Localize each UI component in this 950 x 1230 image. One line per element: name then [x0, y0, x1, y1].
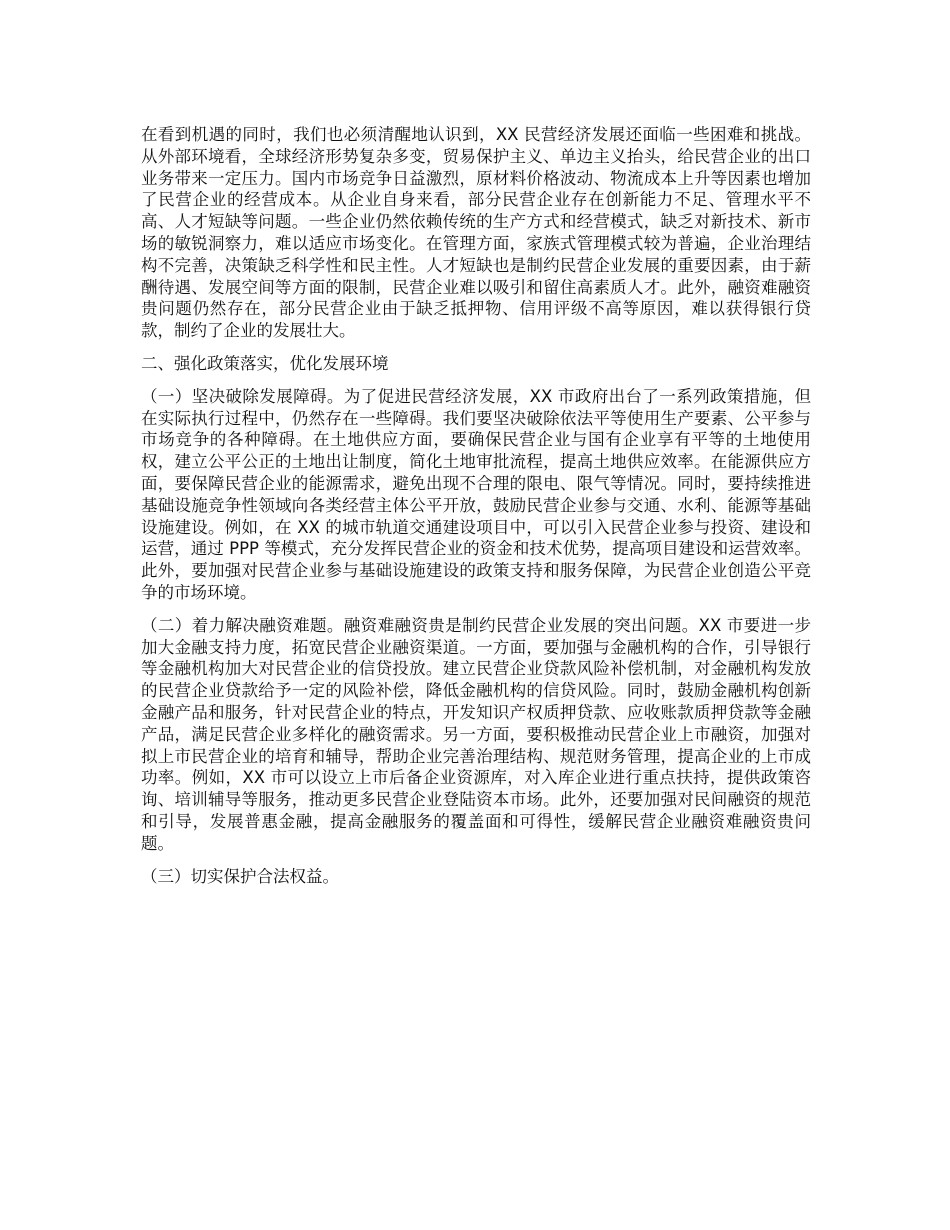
paragraph-financing: （二）着力解决融资难题。融资难融资贵是制约民营企业发展的突出问题。XX 市要进一步加大金融支持力度，拓宽民营企业融资渠道。一方面，要加强与金融机构的合作，引导银行等金融机构加大对民营企业的信贷投放。建立民营企业贷款风险补偿机制，对金融机构发放的民营企业贷款给予一定的风险补偿，降低金融机构的信贷风险。同时，鼓励金融机构创新金融产品和服务，针对民营企业的特点，开发知识产权质押贷款、应收账款质押贷款等金融产品，满足民营企业多样化的融资需求。另一方面，要积极推动民营企业上市融资，加强对拟上市民营企业的培育和辅导，帮助企业完善治理结构、规范财务管理，提高企业的上市成功率。例如，XX 市可以设立上市后备企业资源库，对入库企业进行重点扶持，提供政策咨询、培训辅导等服务，推动更多民营企业登陆资本市场。此外，还要加强对民间融资的规范和引导，发展普惠金融，提高金融服务的覆盖面和可得性，缓解民营企业融资难融资贵问题。: [141, 615, 811, 853]
section-heading-two: 二、强化政策落实，优化发展环境: [141, 353, 389, 373]
document-page: [141, 124, 811, 898]
paragraph-remove-obstacles: （一）坚决破除发展障碍。为了促进民营经济发展，XX 市政府出台了一系列政策措施，但在实际执行过程中，仍然存在一些障碍。我们要坚决破除依法平等使用生产要素、公平参与市场竞争的各种障碍。在土地供应方面，要确保民营企业与国有企业享有平等的土地使用权，建立公平公正的土地出让制度，简化土地审批流程，提高土地供应效率。在能源供应方面，要保障民营企业的能源需求，避免出现不合理的限电、限气等情况。同时，要持续推进基础设施竞争性领域向各类经营主体公平开放，鼓励民营企业参与交通、水利、能源等基础设施建设。例如，在 XX 的城市轨道交通建设项目中，可以引入民营企业参与投资、建设和运营，通过 PPP 等模式，充分发挥民营企业的资金和技术优势，提高项目建设和运营效率。此外，要加强对民营企业参与基础设施建设的政策支持和服务保障，为民营企业创造公平竞争的市场环境。: [141, 386, 811, 602]
paragraph-protect-rights: （三）切实保护合法权益。: [141, 866, 339, 886]
paragraph-challenges: 在看到机遇的同时，我们也必须清醒地认识到，XX 民营经济发展还面临一些困难和挑战。从外部环境看，全球经济形势复杂多变，贸易保护主义、单边主义抬头，给民营企业的出口业务带来一定压力。国内市场竞争日益激烈，原材料价格波动、物流成本上升等因素也增加了民营企业的经营成本。从企业自身来看，部分民营企业存在创新能力不足、管理水平不高、人才短缺等问题。一些企业仍然依赖传统的生产方式和经营模式，缺乏对新技术、新市场的敏锐洞察力，难以适应市场变化。在管理方面，家族式管理模式较为普遍，企业治理结构不完善，决策缺乏科学性和民主性。人才短缺也是制约民营企业发展的重要因素，由于薪酬待遇、发展空间等方面的限制，民营企业难以吸引和留住高素质人才。此外，融资难融资贵问题仍然存在，部分民营企业由于缺乏抵押物、信用评级不高等原因，难以获得银行贷款，制约了企业的发展壮大。: [141, 125, 811, 341]
